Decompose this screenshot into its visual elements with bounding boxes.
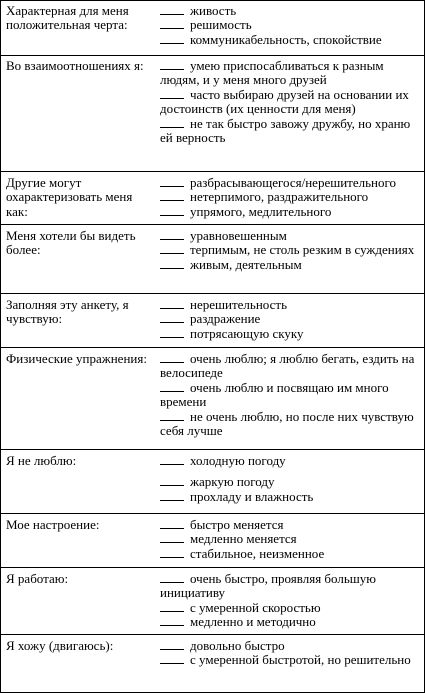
answer-blank[interactable] xyxy=(160,601,184,612)
answer-text: очень быстро, проявляя большую инициативу xyxy=(160,571,376,601)
answer-text: нерешительность xyxy=(190,297,287,312)
answer-option[interactable] xyxy=(160,532,418,546)
question-label: Физические упражнения: xyxy=(6,351,147,366)
answer-blank[interactable] xyxy=(160,454,184,465)
answer-text: решимость xyxy=(190,17,252,33)
answer-option[interactable] xyxy=(160,475,418,489)
answer-option[interactable] xyxy=(160,615,418,629)
question-row xyxy=(1,347,424,449)
answer-option[interactable] xyxy=(160,298,418,312)
answer-blank[interactable] xyxy=(160,312,184,323)
answer-text: холодную погоду xyxy=(190,453,286,468)
answer-blank[interactable] xyxy=(160,229,184,240)
answer-blank[interactable] xyxy=(160,532,184,543)
answer-text: очень люблю; я люблю бегать, ездить на велосипеде xyxy=(160,351,415,381)
answer-option[interactable] xyxy=(160,352,418,381)
question-row xyxy=(1,567,424,634)
answer-option[interactable] xyxy=(160,88,418,117)
answer-text: коммуникабельность, спокойствие xyxy=(190,31,382,47)
answer-option[interactable] xyxy=(160,327,418,341)
answer-option[interactable] xyxy=(160,601,418,615)
answer-text: не так быстро завожу дружбу, но храню ей верность xyxy=(160,115,411,146)
question-label: Меня хотели бы видеть более: xyxy=(6,228,136,258)
question-label: Характерная для меня положительная черта: xyxy=(6,3,129,33)
answer-option[interactable] xyxy=(160,243,418,257)
answer-blank[interactable] xyxy=(160,18,184,29)
answer-option[interactable] xyxy=(160,547,418,561)
answer-blank[interactable] xyxy=(160,88,184,99)
answer-text: быстро меняется xyxy=(190,517,284,532)
answer-options xyxy=(160,454,418,504)
answer-blank[interactable] xyxy=(160,205,184,216)
answer-blank[interactable] xyxy=(160,243,184,254)
answer-option[interactable] xyxy=(160,117,418,146)
question-row xyxy=(1,293,424,347)
answer-option[interactable] xyxy=(160,205,418,219)
answer-options xyxy=(160,518,418,561)
answer-blank[interactable] xyxy=(160,381,184,392)
question-label: Заполняя эту анкету, я чувствую: xyxy=(6,297,129,327)
answer-blank[interactable] xyxy=(160,547,184,558)
answer-blank[interactable] xyxy=(160,117,184,128)
answer-options xyxy=(160,229,418,272)
answer-blank[interactable] xyxy=(160,327,184,338)
question-label: Я не люблю: xyxy=(6,453,77,468)
answer-text: стабильное, неизменное xyxy=(190,545,325,561)
answer-options xyxy=(160,4,418,47)
answer-blank[interactable] xyxy=(160,615,184,626)
answer-option[interactable] xyxy=(160,229,418,243)
question-label: Я хожу (двигаюсь): xyxy=(6,638,114,653)
answer-option[interactable] xyxy=(160,518,418,532)
question-row xyxy=(1,513,424,567)
answer-blank[interactable] xyxy=(160,639,184,650)
answer-text: умею приспосабливаться к разным людям, и у меня много друзей xyxy=(160,58,384,88)
question-label: Другие могут охарактеризовать меня как: xyxy=(6,175,133,219)
answer-option[interactable] xyxy=(160,572,418,601)
answer-option[interactable] xyxy=(160,410,418,439)
answer-blank[interactable] xyxy=(160,518,184,529)
answer-text: с умеренной скоростью xyxy=(190,599,321,615)
answer-text: с умеренной быстротой, но решительно xyxy=(190,652,411,668)
question-label: Во взаимоотношениях я: xyxy=(6,58,144,73)
answer-options xyxy=(160,639,418,668)
answer-blank[interactable] xyxy=(160,572,184,583)
answer-options xyxy=(160,352,418,438)
answer-text: живость xyxy=(190,3,237,18)
answer-option[interactable] xyxy=(160,454,418,468)
question-row xyxy=(1,449,424,513)
answer-text: жаркую погоду xyxy=(190,474,275,490)
answer-blank[interactable] xyxy=(160,475,184,486)
answer-blank[interactable] xyxy=(160,258,184,269)
answer-blank[interactable] xyxy=(160,352,184,363)
answer-blank[interactable] xyxy=(160,4,184,15)
question-row xyxy=(1,55,424,171)
answer-option[interactable] xyxy=(160,312,418,326)
answer-blank[interactable] xyxy=(160,59,184,70)
answer-text: живым, деятельным xyxy=(190,256,302,272)
answer-text: прохладу и влажность xyxy=(190,488,314,504)
answer-text: очень люблю и посвящаю им много времени xyxy=(160,379,389,410)
answer-text: уравновешенным xyxy=(190,228,287,243)
answer-blank[interactable] xyxy=(160,490,184,501)
answer-options xyxy=(160,176,418,219)
answer-blank[interactable] xyxy=(160,33,184,44)
answer-option[interactable] xyxy=(160,4,418,18)
answer-text: медленно и методично xyxy=(190,614,316,630)
question-label: Мое настроение: xyxy=(6,517,100,532)
answer-blank[interactable] xyxy=(160,410,184,421)
answer-option[interactable] xyxy=(160,33,418,47)
answer-option[interactable] xyxy=(160,490,418,504)
answer-option[interactable] xyxy=(160,190,418,204)
answer-options xyxy=(160,59,418,145)
question-label: Я работаю: xyxy=(6,571,69,586)
question-row xyxy=(1,634,424,693)
answer-option[interactable] xyxy=(160,18,418,32)
answer-option[interactable] xyxy=(160,381,418,410)
answer-text: терпимым, не столь резким в суждениях xyxy=(190,242,415,258)
answer-blank[interactable] xyxy=(160,298,184,309)
answer-option[interactable] xyxy=(160,653,418,667)
answer-option[interactable] xyxy=(160,59,418,88)
answer-text: не очень люблю, но после них чувствую себя лучше xyxy=(160,408,414,439)
answer-options xyxy=(160,298,418,341)
answer-text: нетерпимого, раздражительного xyxy=(190,189,369,205)
answer-text: упрямого, медлительного xyxy=(190,203,332,219)
answer-option[interactable] xyxy=(160,258,418,272)
answer-blank[interactable] xyxy=(160,190,184,201)
answer-options xyxy=(160,572,418,630)
answer-blank[interactable] xyxy=(160,176,184,187)
answer-text: разбрасывающегося/нерешительного xyxy=(190,175,397,190)
answer-option[interactable] xyxy=(160,639,418,653)
question-row xyxy=(1,1,424,54)
answer-option[interactable] xyxy=(160,176,418,190)
answer-text: медленно меняется xyxy=(190,531,297,547)
answer-text: раздражение xyxy=(190,311,261,327)
answer-text: потрясающую скуку xyxy=(190,325,304,341)
question-row xyxy=(1,171,424,224)
answer-text: часто выбираю друзей на основании их достоинств (их ценности для меня) xyxy=(160,86,409,117)
answer-blank[interactable] xyxy=(160,653,184,664)
question-row xyxy=(1,224,424,293)
answer-text: довольно быстро xyxy=(190,638,285,653)
